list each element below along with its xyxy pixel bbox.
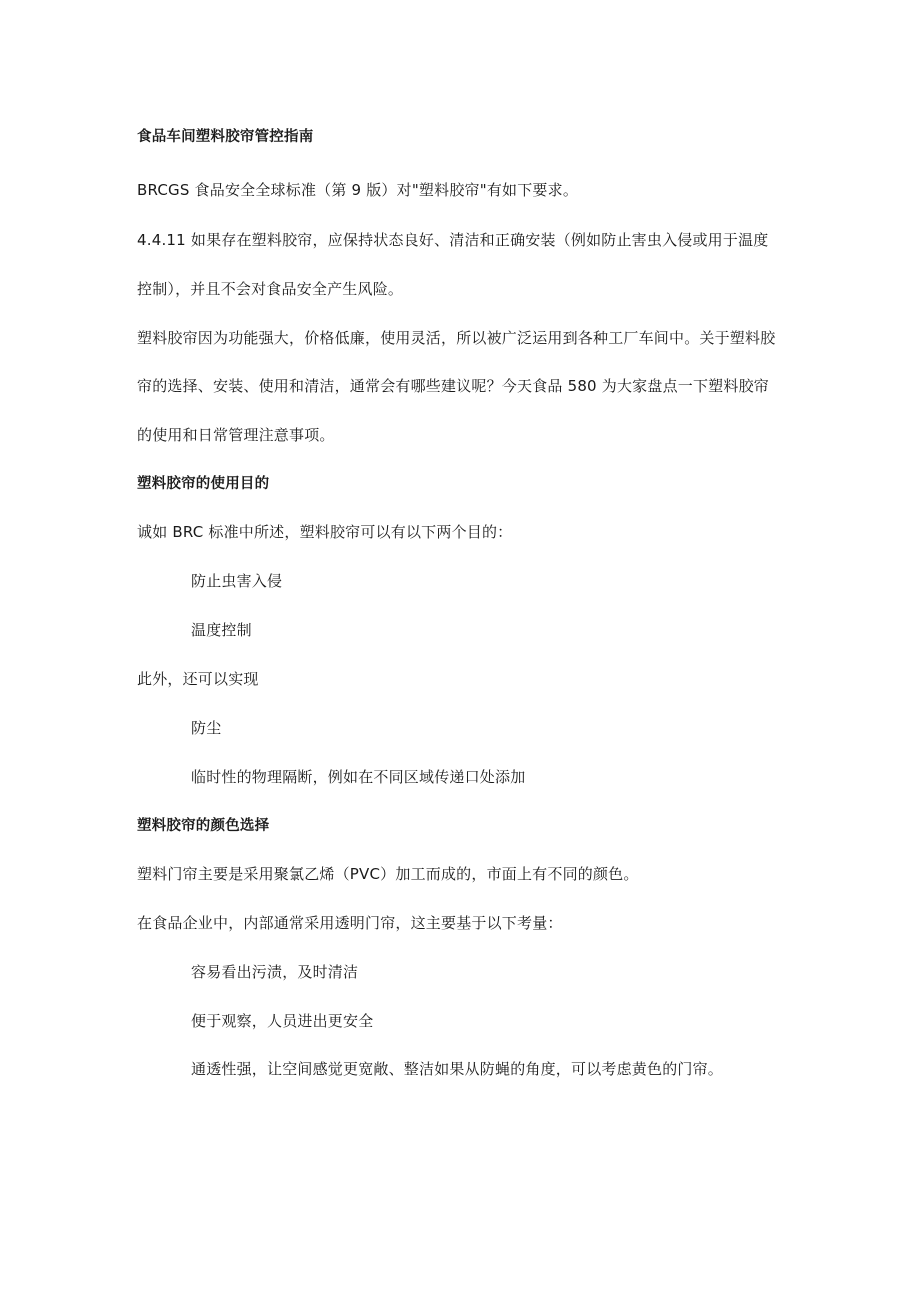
color-list-item: 通透性强，让空间感觉更宽敞、整洁如果从防蝇的角度，可以考虑黄色的门帘。 [191,1060,724,1078]
color-list-item: 便于观察，人员进出更安全 [191,1012,374,1030]
overview-paragraph-line-3: 的使用和日常管理注意事项。 [137,426,335,444]
purpose-extra-item: 临时性的物理隔断，例如在不同区域传递口处添加 [191,768,526,786]
overview-paragraph-line-2: 帘的选择、安装、使用和清洁，通常会有哪些建议呢？今天食品 580 为大家盘点一下塑料胶帘 [137,377,769,395]
purpose-list-item: 防止虫害入侵 [191,572,283,590]
document-title: 食品车间塑料胶帘管控指南 [137,129,314,145]
clause-text-line-2: 控制），并且不会对食品安全产生风险。 [137,280,404,298]
purpose-extra-lead: 此外，还可以实现 [137,670,259,688]
color-paragraph-2: 在食品企业中，内部通常采用透明门帘，这主要基于以下考量： [137,914,563,932]
color-list-item: 容易看出污渍，及时清洁 [191,963,359,981]
color-section-heading: 塑料胶帘的颜色选择 [137,818,270,834]
clause-text-line-1: 4.4.11 如果存在塑料胶帘，应保持状态良好、清洁和正确安装（例如防止害虫入侵或用于温度 [137,231,769,249]
color-paragraph-1: 塑料门帘主要是采用聚氯乙烯（PVC）加工而成的，市面上有不同的颜色。 [137,865,639,883]
purpose-extra-item: 防尘 [191,719,222,737]
purpose-section-heading: 塑料胶帘的使用目的 [137,476,270,492]
purpose-list-item: 温度控制 [191,621,252,639]
overview-paragraph-line-1: 塑料胶帘因为功能强大，价格低廉，使用灵活，所以被广泛运用到各种工厂车间中。关于塑料胶 [137,329,776,347]
purpose-lead-text: 诚如 BRC 标准中所述，塑料胶帘可以有以下两个目的： [137,523,513,541]
intro-paragraph: BRCGS 食品安全全球标准（第 9 版）对"塑料胶帘"有如下要求。 [137,181,579,199]
